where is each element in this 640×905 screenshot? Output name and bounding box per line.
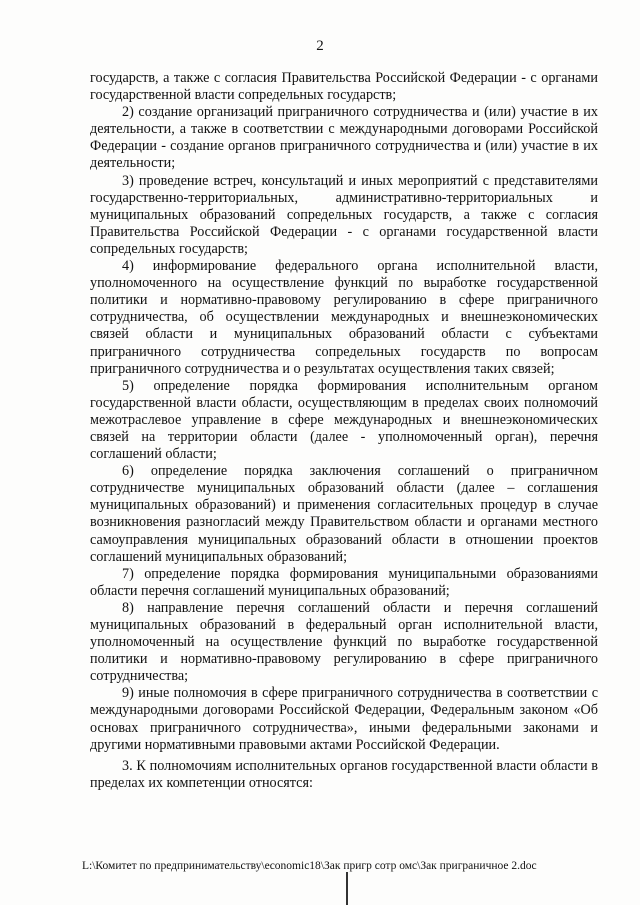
paragraph-item-5: 5) определение порядка формирования исполнительным органом государственной власти области, осуществляющим в пределах своих полномочий межотраслевое управление в сфере международных и внешнеэкономических связей на территории области (далее - уполномоченный орган), перечня соглашений области;: [90, 377, 598, 463]
binding-mark: [346, 872, 348, 905]
page-number: 2: [316, 38, 324, 54]
paragraph-item-4: 4) информирование федерального органа исполнительной власти, уполномоченного на осуществление функций по выработке государственной политики и нормативно-правовому регулированию в сфере приграничного сотрудничества, об осуществлении международных и внешнеэкономических связей области и муниципальных образований области с субъектами приграничного сотрудничества сопредельных государств по вопросам приграничного сотрудничества и о результатах осуществления таких связей;: [90, 258, 598, 377]
paragraph-continuation: государств, а также с согласия Правительства Российской Федерации - с органами государственной власти сопредельных государств;: [90, 70, 598, 104]
paragraph-item-3: 3) проведение встреч, консультаций и иных мероприятий с представителями государственно-территориальных, административно-территориальных и муниципальных образований сопредельных государств, а также с согласия Правительства Российской Федерации - с органами государственной власти сопредельных государств;: [90, 172, 598, 257]
paragraph-item-2: 2) создание организаций приграничного сотрудничества и (или) участие в их деятельности, а также в соответствии с международными договорами Российской Федерации - создание органов приграничного сотрудничества и (или) участие в их деятельности;: [90, 104, 598, 172]
paragraph-item-8: 8) направление перечня соглашений области и перечня соглашений муниципальных образований в федеральный орган исполнительной власти, уполномоченный на осуществление функций по выработке государственной политики и нормативно-правовому регулированию в сфере приграничного сотрудничества;: [90, 599, 598, 685]
footer-file-path: L:\Комитет по предпринимательству\economic18\Зак пригр сотр омс\Зак приграничное 2.doc: [82, 860, 537, 872]
paragraph-item-9: 9) иные полномочия в сфере приграничного сотрудничества в соответствии с международными договорами Российской Федерации, Федеральным законом «Об основах приграничного сотрудничества», иными федеральными законами и другими нормативными правовыми актами Российской Федерации.: [90, 685, 598, 753]
paragraph-section-3: 3. К полномочиям исполнительных органов государственной власти области в пределах их компетенции относятся:: [90, 757, 598, 791]
paragraph-item-7: 7) определение порядка формирования муниципальными образованиями области перечня соглашений муниципальных образований;: [90, 565, 598, 599]
paragraph-item-6: 6) определение порядка заключения соглашений о приграничном сотрудничестве муниципальных образований области (далее – соглашения муниципальных образований) и применения согласительных процедур в случае возникновения разногласий между Правительством области и органами местного самоуправления муниципальных образований области в отношении проектов соглашений муниципальных образований;: [90, 463, 598, 565]
document-body: [90, 70, 598, 792]
